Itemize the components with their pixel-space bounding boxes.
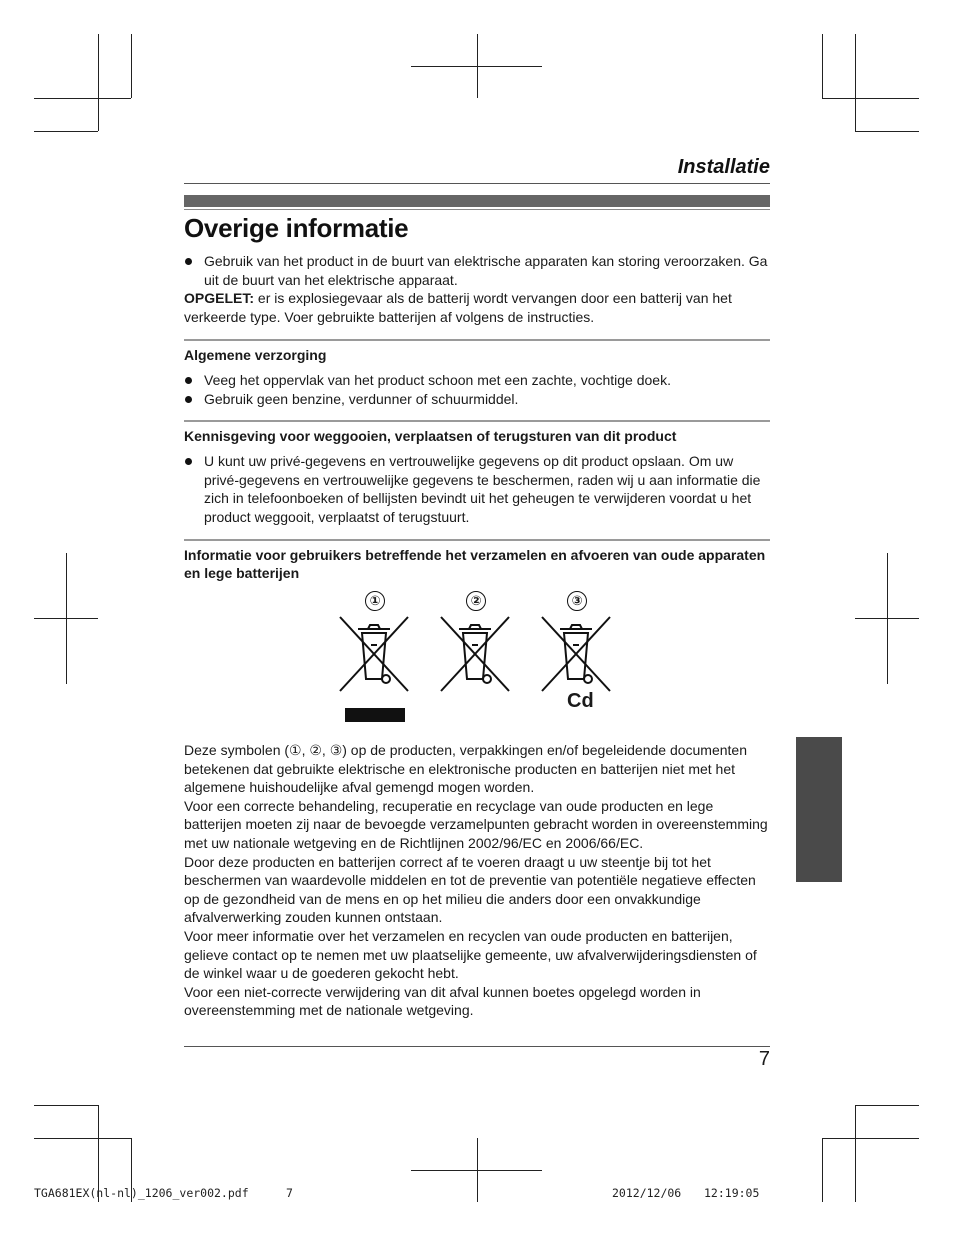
weee-paragraph: Voor een correcte behandeling, recuperatie en recyclage van oude producten en lege batterijen moeten zij naar de bevoegde verzamelpunten gebracht worden in overeenstemming met uw nationale wetgeving en de Richtlijnen 2002/96/EC en 2006/66/EC. [184,797,768,851]
list-item: Gebruik geen benzine, verdunner of schuurmiddel. [184,390,770,409]
section-title: Overige informatie [184,213,409,243]
footer-rule [184,1046,770,1047]
weee-paragraph: Voor een niet-correcte verwijdering van dit afval kunnen boetes opgelegd worden in overeenstemming met de nationale wetgeving. [184,983,701,1019]
crossed-bin-icon-2 [439,615,511,693]
care-bullets [184,371,770,408]
intro-block [184,252,770,326]
black-bar-symbol [345,708,405,722]
caution-text: er is explosiegevaar als de batterij wordt vervangen door een batterij van het verkeerde type. Voer gebruikte batterijen af volgens de instructies. [184,290,732,325]
footer-time: 12:19:05 [704,1186,760,1200]
divider [184,420,770,422]
header-rule [184,183,770,184]
list-item: Veeg het oppervlak van het product schoon met een zachte, vochtige doek. [184,371,770,390]
side-tab [796,737,842,882]
weee-heading-block [184,546,770,582]
disposal-notice-block [184,427,770,526]
list-item: U kunt uw privé-gegevens en vertrouwelijke gegevens op dit product opslaan. Om uw privé-gegevens en vertrouwelijke gegevens te beschermen, raden wij u aan informatie die zich in telefoonboeken of bellijsten bevindt uit het geheugen te verwijderen voordat u het product weggooit, verplaatst of terugstuurt. [184,452,770,526]
symbol-number-3: ③ [567,591,587,611]
caution-paragraph [184,289,770,326]
weee-heading: Informatie voor gebruikers betreffende het verzamelen en afvoeren van oude apparaten en lege batterijen [184,547,766,581]
crossed-bin-icon-3 [540,615,612,693]
footer-filename: TGA681EX(nl-nl)_1206_ver002.pdf [34,1186,249,1200]
page-number: 7 [758,1048,770,1070]
disposal-notice-bullets [184,452,770,526]
section-bar [184,195,770,207]
disposal-notice-heading: Kennisgeving voor weggooien, verplaatsen of terugsturen van dit product [184,428,677,444]
weee-paragraph: Voor meer informatie over het verzamelen en recyclen van oude producten en batterijen, gelieve contact op te nemen met uw plaatselijke gemeente, uw afvalverwijderingsdiensten of de winkel waar u de goederen gekocht hebt. [184,927,757,982]
caution-label: OPGELET: [184,290,255,307]
symbol-number-2: ② [466,591,486,611]
intro-bullets [184,252,770,289]
section-bar-underline [184,209,770,210]
footer-date: 2012/12/06 [612,1186,682,1200]
care-heading: Algemene verzorging [184,347,327,363]
crossed-bin-icon-1 [338,615,410,693]
cadmium-label: Cd [567,690,594,712]
weee-text-block [184,741,770,1020]
divider [184,539,770,541]
care-block [184,346,770,408]
footer-page: 7 [286,1186,293,1200]
list-item: Gebruik van het product in de buurt van elektrische apparaten kan storing veroorzaken. Ga uit de buurt van het elektrische apparaat. [184,252,770,289]
weee-paragraph: Door deze producten en batterijen correct af te voeren draagt u uw steentje bij tot het beschermen van waardevolle middelen en tot de preventie van potentiële negatieve effecten op de gezondheid van de mens en op het milieu die anders door een onvakkundige afvalverwerking zouden kunnen ontstaan. [184,853,756,926]
symbol-number-1: ① [365,591,385,611]
weee-paragraph: Deze symbolen (①, ②, ③) op de producten, verpakkingen en/of begeleidende documenten betekenen dat gebruikte elektrische en elektronische producten en batterijen niet met het algemene huishoudelijke afval gemengd mogen worden. [184,742,747,796]
running-header: Installatie [677,156,770,178]
divider [184,339,770,341]
